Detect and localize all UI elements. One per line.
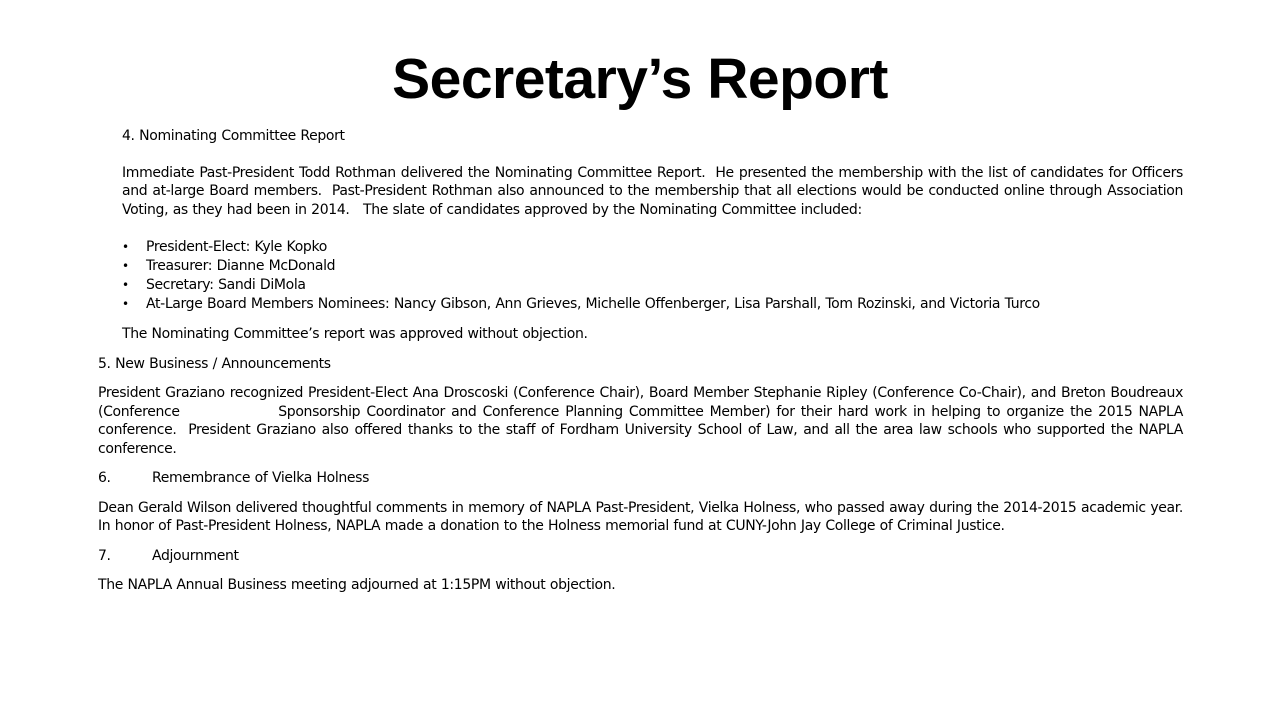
bullet-icon: • xyxy=(122,297,129,311)
bullet-icon: • xyxy=(122,278,129,292)
section-heading: 4. Nominating Committee Report xyxy=(122,128,345,144)
list-item-text: Secretary: Sandi DiMola xyxy=(146,277,306,293)
section-nominating-committee xyxy=(122,127,1188,344)
section-paragraph: Dean Gerald Wilson delivered thoughtful comments in memory of NAPLA Past-President, Vielka Holness, who passed away during the 2014-2015 academic year. In honor of Past-President Holness, NAPLA made a donation to the Holness memorial fund at CUNY-John Jay College of Criminal Justice. xyxy=(98,499,1183,534)
section-heading-text: Remembrance of Vielka Holness xyxy=(152,470,370,486)
section-heading xyxy=(98,469,1183,488)
candidate-list xyxy=(122,238,1183,314)
section-number: 7. xyxy=(98,547,111,564)
section-conclusion: The Nominating Committee’s report was approved without objection. xyxy=(122,326,588,342)
section-paragraph: President Graziano recognized President-Elect Ana Droscoski (Conference Chair), Board Member Stephanie Ripley (Conference Co-Chair), and Breton Boudreaux (Conference Sponsorship Coordinator and Conference Planning Committee Member) for their hard work in helping to organize the 2015 NAPLA conference. President Graziano also offered thanks to the staff of Fordham University School of Law, and all the area law schools who supported the NAPLA conference. xyxy=(98,385,1188,457)
section-paragraph: Immediate Past-President Todd Rothman delivered the Nominating Committee Report. He presented the membership with the list of candidates for Officers and at-large Board members. Past-President Rothman also announced to the membership that all elections would be conducted online through Association Voting, as they had been in 2014. The slate of candidates approved by the Nominating Committee included: xyxy=(122,164,1188,218)
section-adjournment xyxy=(98,547,1183,595)
list-item-text: President-Elect: Kyle Kopko xyxy=(146,239,327,255)
section-new-business xyxy=(98,355,1188,459)
bullet-icon: • xyxy=(122,240,129,254)
bullet-icon: • xyxy=(122,259,129,273)
list-item xyxy=(122,238,1183,257)
report-body xyxy=(98,127,1188,595)
section-heading-text: Adjournment xyxy=(152,547,239,564)
list-item xyxy=(122,295,1183,314)
slide-title: Secretary’s Report xyxy=(392,47,888,111)
section-heading: 5. New Business / Announcements xyxy=(98,355,331,372)
section-heading xyxy=(98,547,1183,566)
list-item xyxy=(122,276,1183,295)
list-item xyxy=(122,257,1183,276)
list-item-text: Treasurer: Dianne McDonald xyxy=(146,258,336,274)
section-paragraph: The NAPLA Annual Business meeting adjourned at 1:15PM without objection. xyxy=(98,577,616,593)
section-number: 6. xyxy=(98,470,111,486)
list-item-text: At-Large Board Members Nominees: Nancy Gibson, Ann Grieves, Michelle Offenberger, Lisa Parshall, Tom Rozinski, and Victoria Turco xyxy=(146,296,1040,312)
section-remembrance xyxy=(98,469,1183,536)
